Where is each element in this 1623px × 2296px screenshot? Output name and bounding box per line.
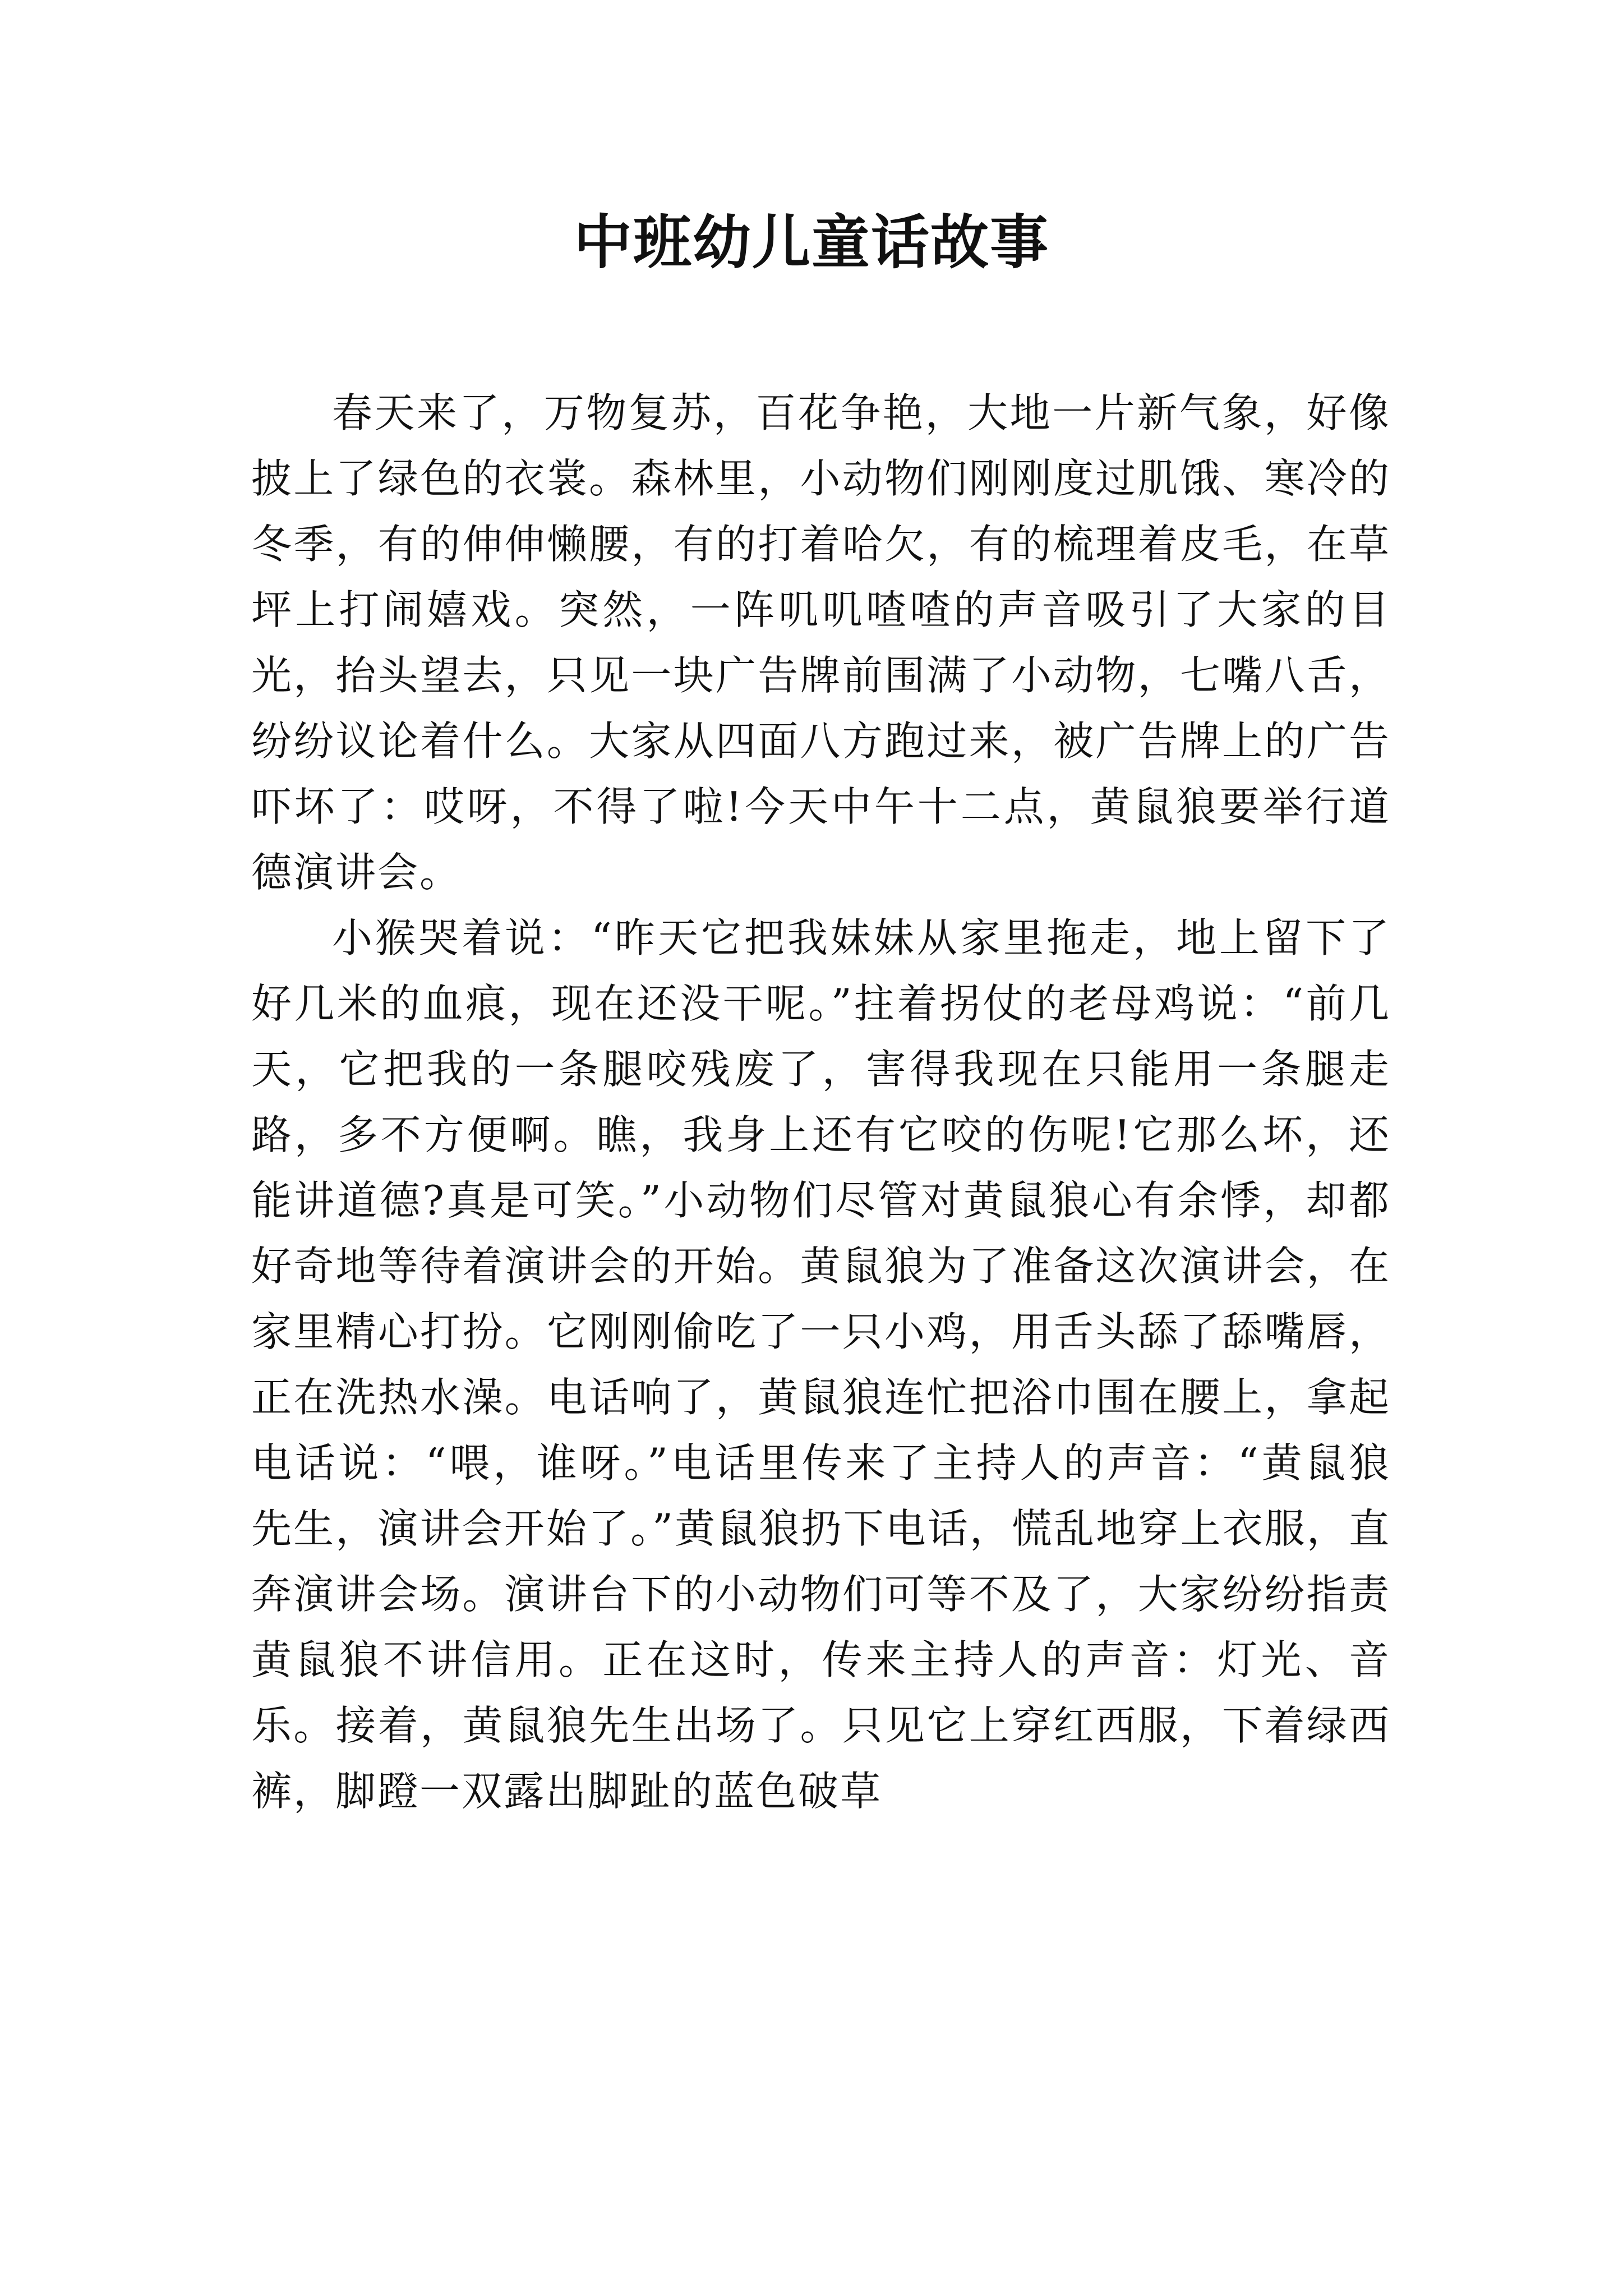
document-body [251, 380, 1391, 1824]
paragraph: 小猴哭着说：“昨天它把我妹妹从家里拖走，地上留下了好几米的血痕，现在还没干呢。”拄着拐仗的老母鸡说：“前几天，它把我的一条腿咬残废了，害得我现在只能用一条腿走路，多不方便啊。瞧，我身上还有它咬的伤呢!它那么坏，还能讲道德?真是可笑。”小动物们尽管对黄鼠狼心有余悸，却都好奇地等待着演讲会的开始。黄鼠狼为了准备这次演讲会，在家里精心打扮。它刚刚偷吃了一只小鸡，用舌头舔了舔嘴唇，正在洗热水澡。电话响了，黄鼠狼连忙把浴巾围在腰上，拿起电话说：“喂，谁呀。”电话里传来了主持人的声音：“黄鼠狼先生，演讲会开始了。”黄鼠狼扔下电话，慌乱地穿上衣服，直奔演讲会场。演讲台下的小动物们可等不及了，大家纷纷指责黄鼠狼不讲信用。正在这时，传来主持人的声音：灯光、音乐。接着，黄鼠狼先生出场了。只见它上穿红西服，下着绿西裤，脚蹬一双露出脚趾的蓝色破草 [251, 914, 1391, 1815]
document-title: 中班幼儿童话故事 [573, 208, 1049, 277]
paragraph: 春天来了，万物复苏，百花争艳，大地一片新气象，好像披上了绿色的衣裳。森林里，小动物们刚刚度过肌饿、寒冷的冬季，有的伸伸懒腰，有的打着哈欠，有的梳理着皮毛，在草坪上打闹嬉戏。突然，一阵叽叽喳喳的声音吸引了大家的目光，抬头望去，只见一块广告牌前围满了小动物，七嘴八舌，纷纷议论着什么。大家从四面八方跑过来，被广告牌上的广告吓坏了：哎呀，不得了啦!今天中午十二点，黄鼠狼要举行道德演讲会。 [251, 389, 1391, 896]
